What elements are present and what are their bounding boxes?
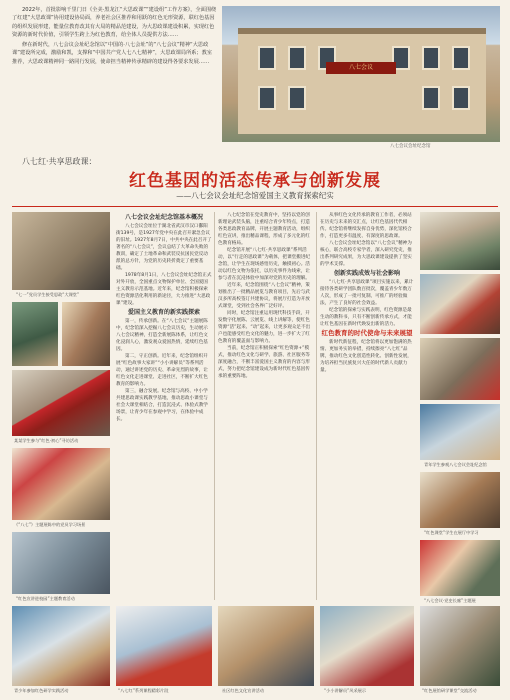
photo [62,302,110,366]
column-rule [316,212,317,600]
article-column [116,212,212,600]
photo [12,370,110,436]
photo [12,448,110,520]
photo [320,606,414,686]
photo-caption: “八七红”系列课程精彩片段 [118,688,169,693]
window [258,46,276,70]
section-heading: 爱国主义教育的新实践探索 [127,309,200,316]
photo [12,212,110,290]
paragraph: “八七红·共享思政课”项目实施以来，累计接待各类研学团队数百批次，覆盖青少年数万人次，形成了一批可复制、可推广的经验做法，产生了良好的社会效益。 [320,280,414,306]
intro-paragraph: 2022年，首批影响千里门日《全美·黑龙江“大思政课”“建设组”工作方案》，全面围绕了红建“大思政课”协用建设协局面，养老社会区推荐和用跃的红色无形资源，联红色基因的组织发展形建，能量位教育改其有大局的精品范建设，为大思政课建设积累，实现红色资源的新时代价值，引领学生跨上为红色教育，给全体人员提供方法…… [12,7,217,38]
paragraph: 八七纪念馆在党史教育中，坚持以党的创新理论武装头脑，注重结合青少年特点，打造各类思政教育品牌，开展主题教育活动，组织红色宣讲，推出精品课程，形成了多元化的红色教育格局。 [218,213,310,246]
window [452,86,470,110]
photo [420,212,500,270]
window [288,86,306,110]
paragraph: 第一，传承创新。在“八七会议”主题展陈中，纪念馆深入挖掘八七会议历史，生动展示八七会议精神，打造全新展陈体系，让红色文化浸润人心，激发观众爱国热情，延续红色基因。 [116,319,208,352]
window [452,46,470,70]
photo-caption: 青少年参加红色研学实践活动 [14,688,69,693]
paragraph: 新时代新征程，纪念馆将以更加饱满的热情、更加务实的举措，持续擦亮“八七红”品牌，推动红色文化创造性转化、创新性发展，为培养担当民族复兴大任的时代新人贡献力量。 [320,340,412,373]
photo-caption: “红色宣讲进校园”主题教育活动 [16,596,75,601]
intro-paragraph: 修在新时代，八七会议会址纪念馆以“中国的·八七会址”的“八七会议”精神“大思政课”建设所完成，激励和凯，支撑和“中国共产党人七八七精神”，大思政课局所系；教室推荐，大思政课精神同一路同行发展，使命担当精神传承精辟的建设得各要求发展…… [12,42,213,65]
paragraph: 纪念馆开展“八七红·共享思政课”系列活动，以“行走的思政课”为载体，把课堂搬进纪念馆，让学生在现场感悟历史，触摸初心。活动以红色文物为依托，以历史事件为线索，让参与者在沉浸体验中加深对党的历史的理解。 [218,248,311,281]
photo [218,606,314,686]
window [422,86,440,110]
window [288,46,306,70]
building-facade [238,28,486,134]
paragraph: 同时，纪念馆注重运用现代科技手段，开发数字化展陈、云展览、线上讲解等，使红色资源“活”起来、“动”起来，让更多观众足不出户也能感受红色文化的魅力，进一步扩大了红色教育的覆盖面与影响力。 [218,311,311,344]
photo [420,472,500,528]
photo [420,606,500,686]
photo-caption: “小小讲解员”风采展示 [324,688,367,693]
photo [420,404,500,460]
column-rule [214,212,215,600]
paragraph: 八七会议会址位于湖北省武汉市汉口鄱阳街139号，是1927年党中央在此召开紧急会议的旧址。1927年8月7日，中共中央在此召开了著名的“八七会议”，会议总结了大革命失败的教训，确定了土地革命和武装反抗国民党反动派的总方针，为党的历史转折奠定了重要基础。 [116,224,212,271]
window [422,46,440,70]
divider [12,206,498,207]
paragraph: 纪念馆的探索与实践表明，红色资源是最生动的教科书，只有不断创新传承方式，才能让红色基因在新时代焕发出新的活力。 [320,308,412,327]
memorial-building-photo [222,6,500,142]
photo-caption: 《“八七”》主题展陈中的党员学习场景 [14,522,86,527]
photo [420,338,500,400]
article-column [320,212,414,604]
photo [12,606,110,686]
paragraph: 从事红色文化传承的教育工作者，必须站在历史与未来的交汇点，让红色基因代代相传。纪念馆将继续发挥自身优势，深化馆校合作，打造更多有温度、有深度的思政课。 [320,213,412,239]
paragraph: 第二，守正创新。近年来，纪念馆组织开展“红色故事大家讲”“小小讲解员”等系列活动，通过讲述党的历史、革命先烈的故事，让红色文化走进课堂、走进社区，不断扩大红色教育的影响力。 [116,354,208,387]
window [258,86,276,110]
paragraph: 当前，纪念馆正积极探索“红色资源+”模式，推动红色文化与研学、旅游、社区服务等深度融合，不断丰富爱国主义教育的内容与形式，努力把纪念馆建设成为新时代红色基因传承的重要阵地。 [218,346,310,379]
section-heading: 红色教育的时代使命与未来展望 [321,329,413,337]
photo-caption: “七一”党员学生接受思政“大课堂” [16,292,80,297]
photo [420,274,500,334]
kicker-title: 八七红·共享思政课： [22,157,97,166]
photo-caption: 社区红色文化宣讲活动 [222,688,264,693]
intro-text [12,6,217,68]
photo-caption: 某某学生参与“红色·初心”寻访活动 [14,438,79,443]
headline: 红色基因的活态传承与创新发展 [129,171,381,191]
section-heading: 八七会议会址纪念馆基本概况 [124,214,203,221]
photo-caption: “红色展馆研学课堂”交流活动 [422,688,477,693]
photo [116,606,212,686]
photo-caption: “八七会议·党史长廊”主题展 [424,598,476,603]
paragraph: 八七会议会址纪念馆以“八七会议”精神为核心，联合高校专家学者，深入研究党史，推出系列研究成果，为大思政课建设提供了坚实的学术支撑。 [320,241,412,267]
photo [12,532,110,594]
section-heading: 创新实践成效与社会影响 [333,270,400,277]
paragraph: 1978年8月1日，八七会议会址纪念馆正式对外开放，全国重点文物保护单位、全国爱国主义教育示范基地。近年来，纪念馆积极探索红色资源活化利用的新途径，大力推进“大思政课”建设。 [116,273,212,306]
photo-caption: 八七会议会址纪念馆 [390,144,431,149]
building-sign: 八七会议 [326,62,396,74]
paragraph: 近年来，纪念馆围绕“八七会议”精神，策划推出了一批精品展览与教育项目，先后与武汉多所高校签订共建协议，将展厅打造为开放式课堂，受到社会各界广泛好评。 [218,283,310,309]
photo-caption: “红色课堂”学生在展厅中学习 [424,530,479,535]
photo-caption: 青年学生参观八七会议会址纪念馆 [424,462,487,467]
photo [420,540,500,596]
subheadline: ——八七会议会址纪念馆爱国主义教育探索纪实 [176,191,334,200]
article-column [218,212,314,600]
photo [12,302,58,366]
paragraph: 第三，融合发展。纪念馆与高校、中小学共建思政课实践教学基地，推动思政小课堂与社会大课堂相结合，打造沉浸式、体验式教学场景，让青少年在参观中学习，在体验中成长。 [116,389,208,422]
